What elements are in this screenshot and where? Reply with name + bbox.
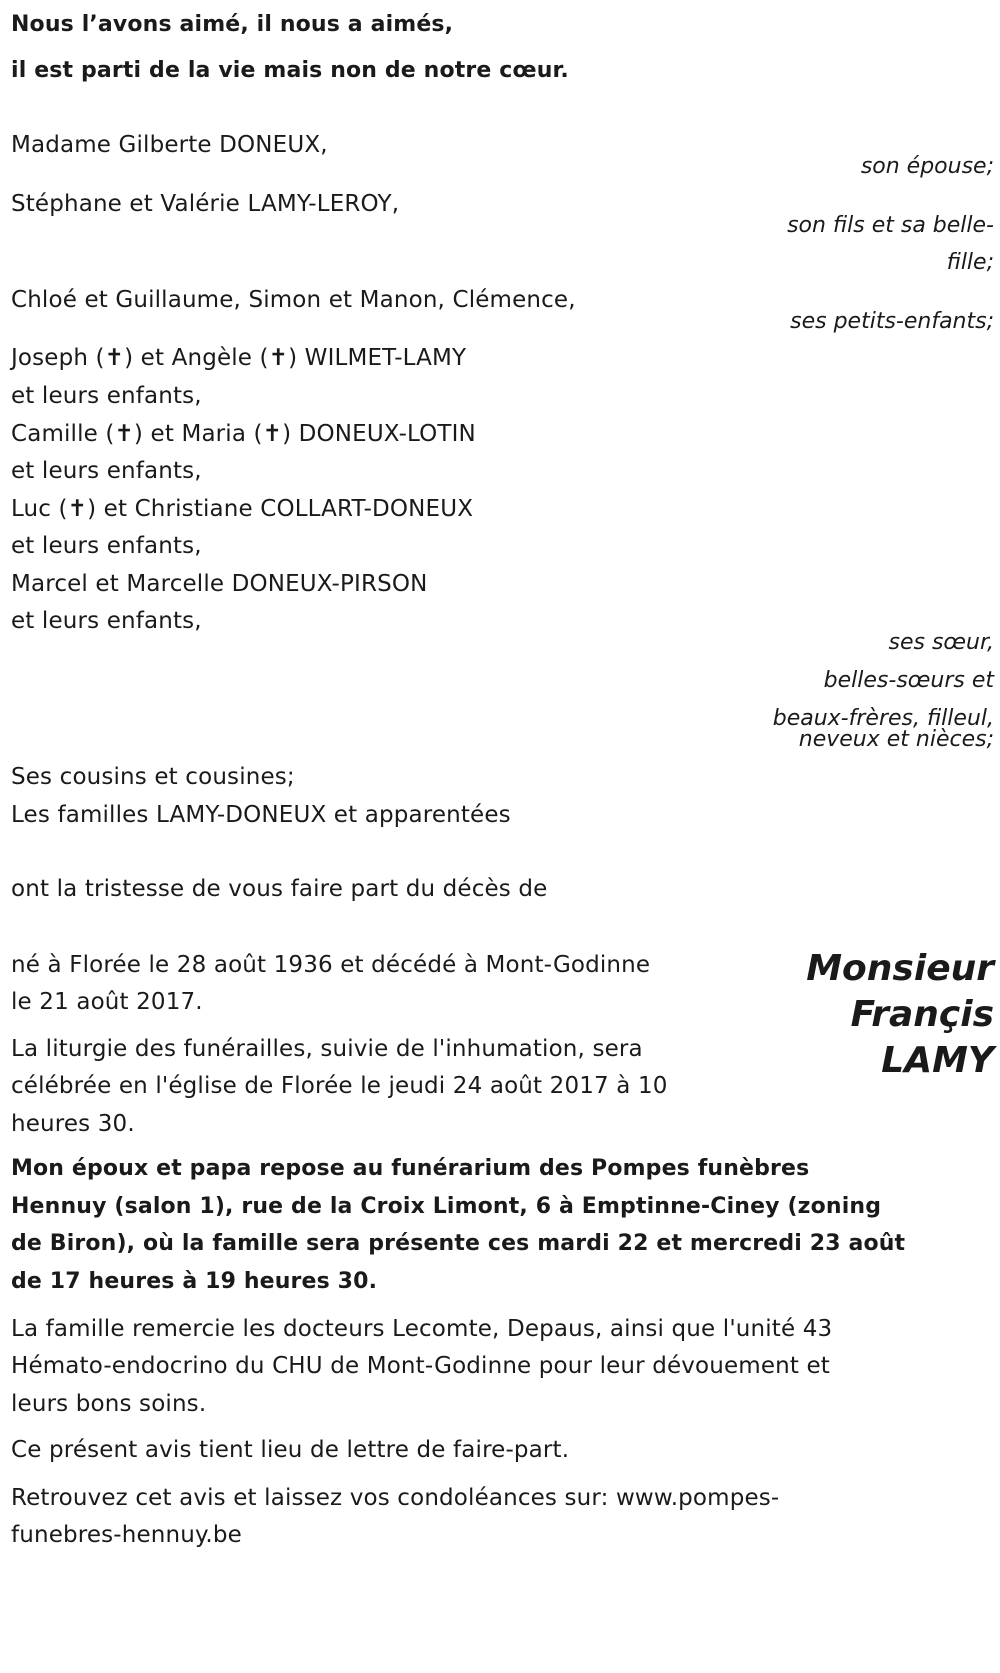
families-line: Les familles LAMY-DONEUX et apparentées (11, 802, 511, 828)
liturgy-line-1: La liturgie des funérailles, suivie de l'inhumation, sera (11, 1036, 643, 1062)
son-name: Stéphane et Valérie LAMY-LEROY, (11, 191, 400, 217)
spouse-name: Madame Gilberte DONEUX, (11, 132, 328, 158)
deceased-title: Monsieur (806, 948, 994, 989)
spouse-relation: son épouse; (860, 154, 994, 179)
grandchildren-relation: ses petits-enfants; (790, 309, 994, 334)
sibling-line-6: et leurs enfants, (11, 533, 202, 559)
birth-line-1: né à Florée le 28 août 1936 et décédé à Mont-Godinne (11, 952, 651, 978)
sibling-line-3: Camille (✝) et Maria (✝) DONEUX-LOTIN (11, 421, 476, 447)
siblings-relation-line-3: beaux-frères, filleul, (772, 706, 994, 731)
birth-line-2: le 21 août 2017. (11, 989, 203, 1015)
intro-line-1: Nous l’avons aimé, il nous a aimés, (11, 12, 454, 37)
siblings-relation-line-1: ses sœur, (888, 630, 994, 655)
visitation-line-3: de Biron), où la famille sera présente ces mardi 22 et mercredi 23 août (11, 1231, 906, 1256)
sibling-line-4: et leurs enfants, (11, 458, 202, 484)
thanks-line-2: Hémato-endocrino du CHU de Mont-Godinne pour leur dévouement et (11, 1353, 830, 1379)
liturgy-line-3: heures 30. (11, 1111, 135, 1137)
visitation-line-1: Mon époux et papa repose au funérarium des Pompes funèbres (11, 1156, 810, 1181)
deceased-last-name: LAMY (881, 1040, 994, 1081)
son-relation-line-2: fille; (946, 250, 994, 275)
condolences-line-1: Retrouvez cet avis et laissez vos condoléances sur: www.pompes- (11, 1485, 780, 1511)
intro-line-2: il est parti de la vie mais non de notre cœur. (11, 58, 569, 83)
deceased-first-name: Françis (850, 994, 994, 1035)
sibling-line-2: et leurs enfants, (11, 383, 202, 409)
thanks-line-3: leurs bons soins. (11, 1391, 207, 1417)
son-relation-line-1: son fils et sa belle- (787, 213, 994, 238)
sibling-line-5: Luc (✝) et Christiane COLLART-DONEUX (11, 496, 474, 522)
sibling-line-8: et leurs enfants, (11, 608, 202, 634)
visitation-line-2: Hennuy (salon 1), rue de la Croix Limont, 6 à Emptinne-Ciney (zoning (11, 1194, 882, 1219)
notice-line: Ce présent avis tient lieu de lettre de faire-part. (11, 1437, 570, 1463)
condolences-line-2: funebres-hennuy.be (11, 1522, 242, 1548)
liturgy-line-2: célébrée en l'église de Florée le jeudi 24 août 2017 à 10 (11, 1073, 668, 1099)
grandchildren-names: Chloé et Guillaume, Simon et Manon, Clémence, (11, 287, 576, 313)
visitation-line-4: de 17 heures à 19 heures 30. (11, 1269, 378, 1294)
siblings-relation-line-2: belles-sœurs et (823, 668, 994, 693)
siblings-relation-line-4: neveux et nièces; (798, 727, 994, 752)
announcement-line: ont la tristesse de vous faire part du décès de (11, 876, 548, 902)
sibling-line-7: Marcel et Marcelle DONEUX-PIRSON (11, 571, 428, 597)
sibling-line-1: Joseph (✝) et Angèle (✝) WILMET-LAMY (11, 345, 467, 371)
cousins-line: Ses cousins et cousines; (11, 764, 295, 790)
thanks-line-1: La famille remercie les docteurs Lecomte, Depaus, ainsi que l'unité 43 (11, 1316, 833, 1342)
